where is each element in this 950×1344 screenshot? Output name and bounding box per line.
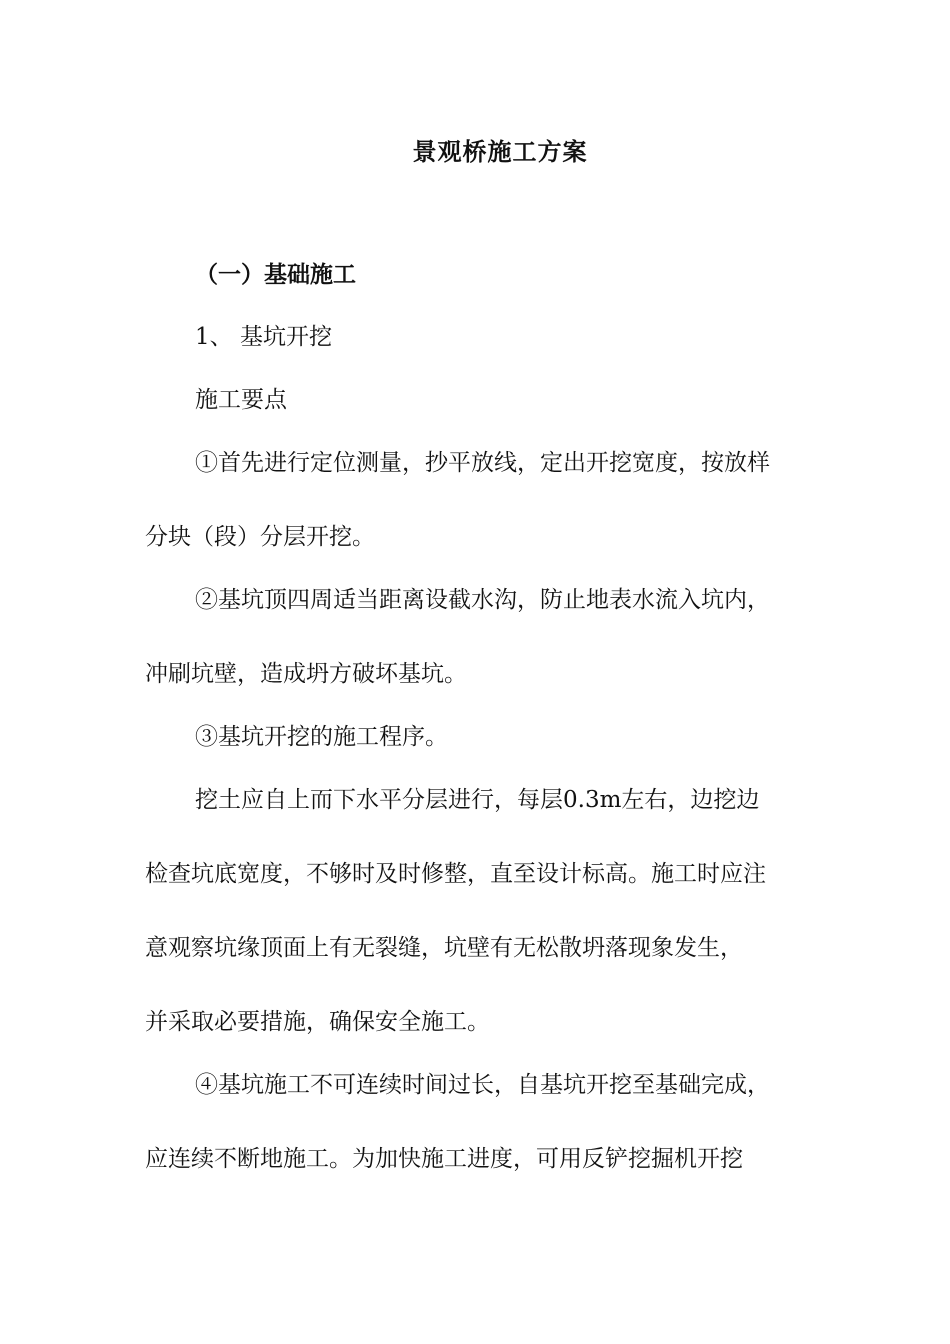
- section-heading: （一）基础施工: [195, 261, 356, 288]
- subsection-heading: 1、 基坑开挖: [195, 324, 332, 350]
- paragraph-line: ①首先进行定位测量，抄平放线，定出开挖宽度，按放样: [195, 450, 770, 476]
- document-title: 景观桥施工方案: [412, 137, 588, 166]
- paragraph-line: 并采取必要措施，确保安全施工。: [145, 1009, 490, 1035]
- paragraph-line: ④基坑施工不可连续时间过长，自基坑开挖至基础完成，: [195, 1072, 770, 1098]
- paragraph-line: 应连续不断地施工。为加快施工进度，可用反铲挖掘机开挖: [145, 1146, 743, 1172]
- paragraph-line: 挖土应自上而下水平分层进行，每层0.3m左右，边挖边: [195, 787, 760, 813]
- paragraph-line: 冲刷坑壁，造成坍方破坏基坑。: [145, 661, 467, 687]
- paragraph-line: ②基坑顶四周适当距离设截水沟，防止地表水流入坑内，: [195, 587, 770, 613]
- paragraph-line: ③基坑开挖的施工程序。: [195, 724, 448, 750]
- key-points-label: 施工要点: [195, 387, 287, 413]
- paragraph-line: 检查坑底宽度，不够时及时修整，直至设计标高。施工时应注: [145, 861, 766, 887]
- paragraph-line: 意观察坑缘顶面上有无裂缝，坑壁有无松散坍落现象发生，: [145, 935, 743, 961]
- paragraph-line: 分块（段）分层开挖。: [145, 524, 375, 550]
